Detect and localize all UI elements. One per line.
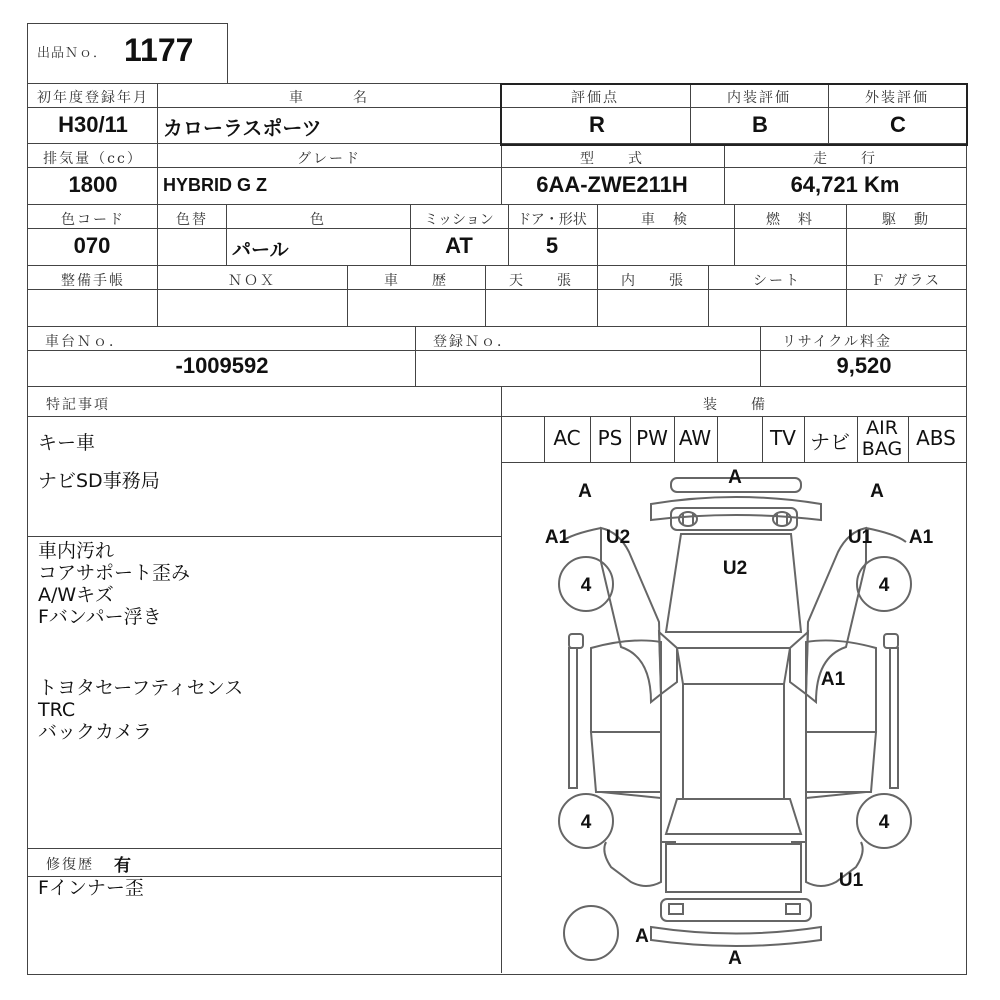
note-line: 車内汚れ: [38, 540, 115, 562]
registration-label: 登録Ｎｏ．: [433, 334, 513, 350]
color-label: 色: [310, 212, 326, 228]
note-line: ナビSD事務局: [38, 470, 160, 492]
mark-tire-rl: 4: [580, 812, 592, 833]
note-line: TRC: [38, 699, 76, 721]
score-value: R: [589, 112, 605, 137]
mark-tire-fr: 4: [878, 575, 890, 596]
repair-value: 有: [114, 856, 131, 876]
lot-label: 出品Ｎｏ．: [37, 46, 108, 61]
equip-ac: AC: [553, 426, 581, 450]
mark-right-fender-u: U1: [847, 527, 873, 548]
mark-tire-rr: 4: [878, 812, 890, 833]
note-line: Fバンパー浮き: [38, 606, 162, 628]
repair-label: 修復歴: [46, 857, 94, 873]
chassis-value: -1009592: [175, 353, 269, 378]
recycle-label: リサイクル料金: [781, 334, 893, 350]
mark-left-fender-u: U2: [605, 527, 631, 548]
note-line: A/Wキズ: [38, 584, 114, 606]
equip-navi: ナビ: [810, 430, 850, 454]
mark-rear-bumper: A: [728, 948, 742, 969]
lot-box: [27, 23, 228, 83]
exterior-label: 外装評価: [865, 90, 929, 106]
notes-b: [38, 677, 243, 743]
seat-label: シート: [753, 273, 801, 289]
first-reg-value: H30/11: [58, 112, 128, 137]
history-label: 車 歴: [384, 273, 448, 289]
interior-label: 内装評価: [727, 90, 791, 106]
note-line: バックカメラ: [38, 721, 153, 743]
equip-abs: ABS: [916, 426, 956, 450]
notes-top: [38, 424, 160, 500]
repair-line: Fインナー歪: [38, 877, 144, 899]
repair-lines: [38, 877, 144, 899]
note-line: トヨタセーフティセンス: [38, 677, 244, 699]
model-value: 6AA-ZWE211H: [536, 172, 688, 197]
mark-right-fender: A1: [908, 527, 934, 548]
service-book-label: 整備手帳: [61, 273, 125, 289]
car-diagram: [501, 462, 966, 973]
interior-trim-label: 内 張: [621, 273, 685, 289]
mark-front-left: A: [578, 481, 592, 502]
mark-tire-fl: 4: [580, 575, 592, 596]
grade-label: グレード: [297, 151, 361, 167]
lot-number: 1177: [124, 32, 194, 68]
fuel-label: 燃 料: [766, 212, 814, 228]
recycle-value: 9,520: [836, 353, 892, 378]
mission-value: AT: [445, 233, 473, 258]
equip-tv: TV: [770, 426, 796, 450]
door-value: 5: [545, 233, 559, 258]
mark-left-fender: A1: [544, 527, 570, 548]
interior-value: B: [752, 112, 768, 137]
color-code-label: 色コード: [61, 212, 125, 228]
inspection-label: 車 検: [641, 212, 689, 228]
note-line: キー車: [38, 432, 96, 454]
displacement-value: 1800: [68, 172, 118, 197]
mark-hood: U2: [722, 558, 748, 579]
model-label: 型 式: [580, 151, 644, 167]
equipment-label: 装 備: [703, 397, 767, 413]
mission-label: ミッション: [424, 212, 494, 228]
car-name-label: 車 名: [289, 90, 369, 106]
exterior-value: C: [890, 112, 906, 137]
ceiling-label: 天 張: [509, 273, 573, 289]
notes-label: 特記事項: [46, 397, 110, 413]
equip-aw: AW: [678, 426, 712, 450]
notes-a: [38, 540, 190, 628]
first-reg-label: 初年度登録年月: [37, 90, 149, 106]
mark-rear-right: U1: [838, 870, 864, 891]
nox-label: ＮＯＸ: [228, 273, 276, 289]
mileage-label: 走 行: [813, 151, 877, 167]
mark-right-door: A1: [820, 669, 846, 690]
mark-front-bumper: A: [728, 467, 742, 488]
equip-ps: PS: [597, 426, 623, 450]
glass-label: Ｆ ガラス: [870, 273, 942, 289]
drive-label: 駆 動: [882, 212, 930, 228]
mark-front-right: A: [870, 481, 884, 502]
car-name-value: カローラスポーツ: [163, 118, 322, 140]
mileage-value: 64,721 Km: [790, 172, 900, 197]
color-value: パール: [232, 240, 289, 261]
displacement-label: 排気量（cc）: [43, 151, 143, 167]
equip-airbag: AIR BAG: [861, 417, 903, 460]
mark-rear-left: A: [635, 926, 649, 947]
color-change-label: 色替: [176, 212, 208, 228]
score-label: 評価点: [571, 90, 619, 106]
chassis-label: 車台Ｎｏ．: [45, 334, 125, 350]
grade-value: HYBRID G Z: [163, 175, 268, 195]
color-code-value: 070: [73, 233, 111, 258]
door-label: ドア・形状: [517, 212, 587, 228]
note-line: コアサポート歪み: [38, 562, 191, 584]
equip-pw: PW: [636, 426, 668, 450]
